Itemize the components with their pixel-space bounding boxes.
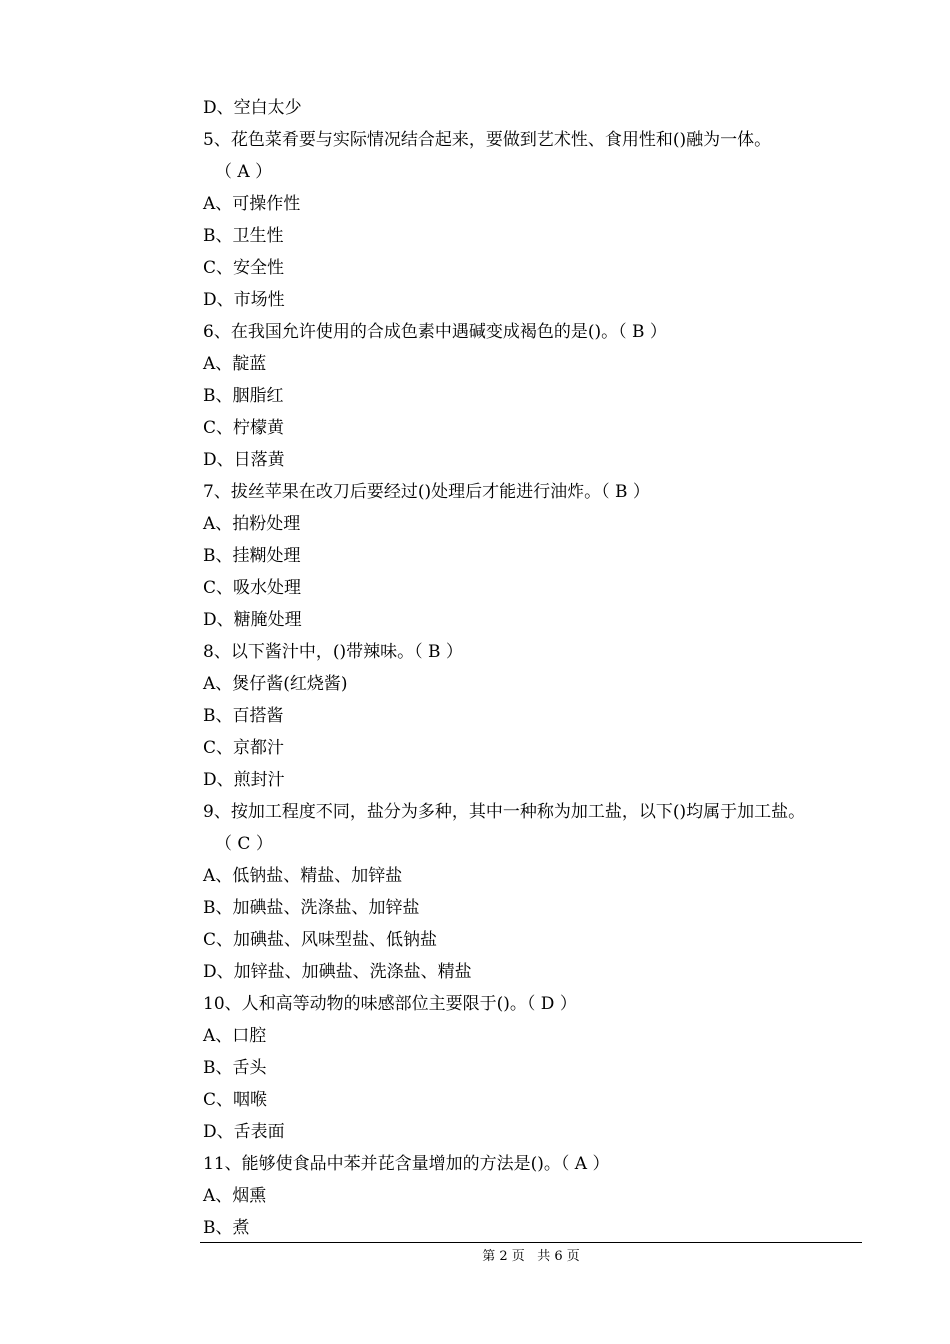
option-line: D、煎封汁 <box>203 770 285 790</box>
option-line: C、吸水处理 <box>203 578 302 598</box>
option-line: C、加碘盐、风味型盐、低钠盐 <box>203 930 438 950</box>
question-line: 8、以下酱汁中，()带辣味。（ B ） <box>203 642 463 662</box>
question-line: 11、能够使食品中苯并芘含量增加的方法是()。（ A ） <box>203 1154 610 1174</box>
option-line: B、卫生性 <box>203 226 284 246</box>
option-line: C、柠檬黄 <box>203 418 285 438</box>
option-line: B、加碘盐、洗涤盐、加锌盐 <box>203 898 420 918</box>
option-line: B、挂糊处理 <box>203 546 301 566</box>
option-line: D、日落黄 <box>203 450 285 470</box>
option-line: B、舌头 <box>203 1058 267 1078</box>
option-line: A、煲仔酱(红烧酱) <box>203 674 348 694</box>
question-line: 9、按加工程度不同，盐分为多种，其中一种称为加工盐，以下()均属于加工盐。 <box>203 802 806 822</box>
question-line: 6、在我国允许使用的合成色素中遇碱变成褐色的是()。（ B ） <box>203 322 667 342</box>
option-line: A、靛蓝 <box>203 354 267 374</box>
option-line: D、市场性 <box>203 290 285 310</box>
option-line: C、咽喉 <box>203 1090 268 1110</box>
option-line: B、胭脂红 <box>203 386 284 406</box>
option-line: A、可操作性 <box>203 194 301 214</box>
option-line: B、煮 <box>203 1218 250 1238</box>
footer-divider <box>200 1242 862 1243</box>
option-line: D、空白太少 <box>203 98 302 118</box>
option-line: A、烟熏 <box>203 1186 267 1206</box>
option-line: D、糖腌处理 <box>203 610 302 630</box>
question-line: 10、人和高等动物的味感部位主要限于()。（ D ） <box>203 994 577 1014</box>
option-line: C、京都汁 <box>203 738 285 758</box>
answer-line: （ C ） <box>215 834 273 854</box>
option-line: A、拍粉处理 <box>203 514 301 534</box>
option-line: B、百搭酱 <box>203 706 284 726</box>
page-number-footer: 第 2 页 共 6 页 <box>482 1249 580 1264</box>
question-line: 5、花色菜肴要与实际情况结合起来，要做到艺术性、食用性和()融为一体。 <box>203 130 772 150</box>
option-line: D、舌表面 <box>203 1122 285 1142</box>
question-line: 7、拔丝苹果在改刀后要经过()处理后才能进行油炸。（ B ） <box>203 482 650 502</box>
question-list <box>203 92 868 1244</box>
answer-line: （ A ） <box>215 162 273 182</box>
option-line: A、口腔 <box>203 1026 267 1046</box>
option-line: D、加锌盐、加碘盐、洗涤盐、精盐 <box>203 962 472 982</box>
option-line: C、安全性 <box>203 258 285 278</box>
option-line: A、低钠盐、精盐、加锌盐 <box>203 866 403 886</box>
